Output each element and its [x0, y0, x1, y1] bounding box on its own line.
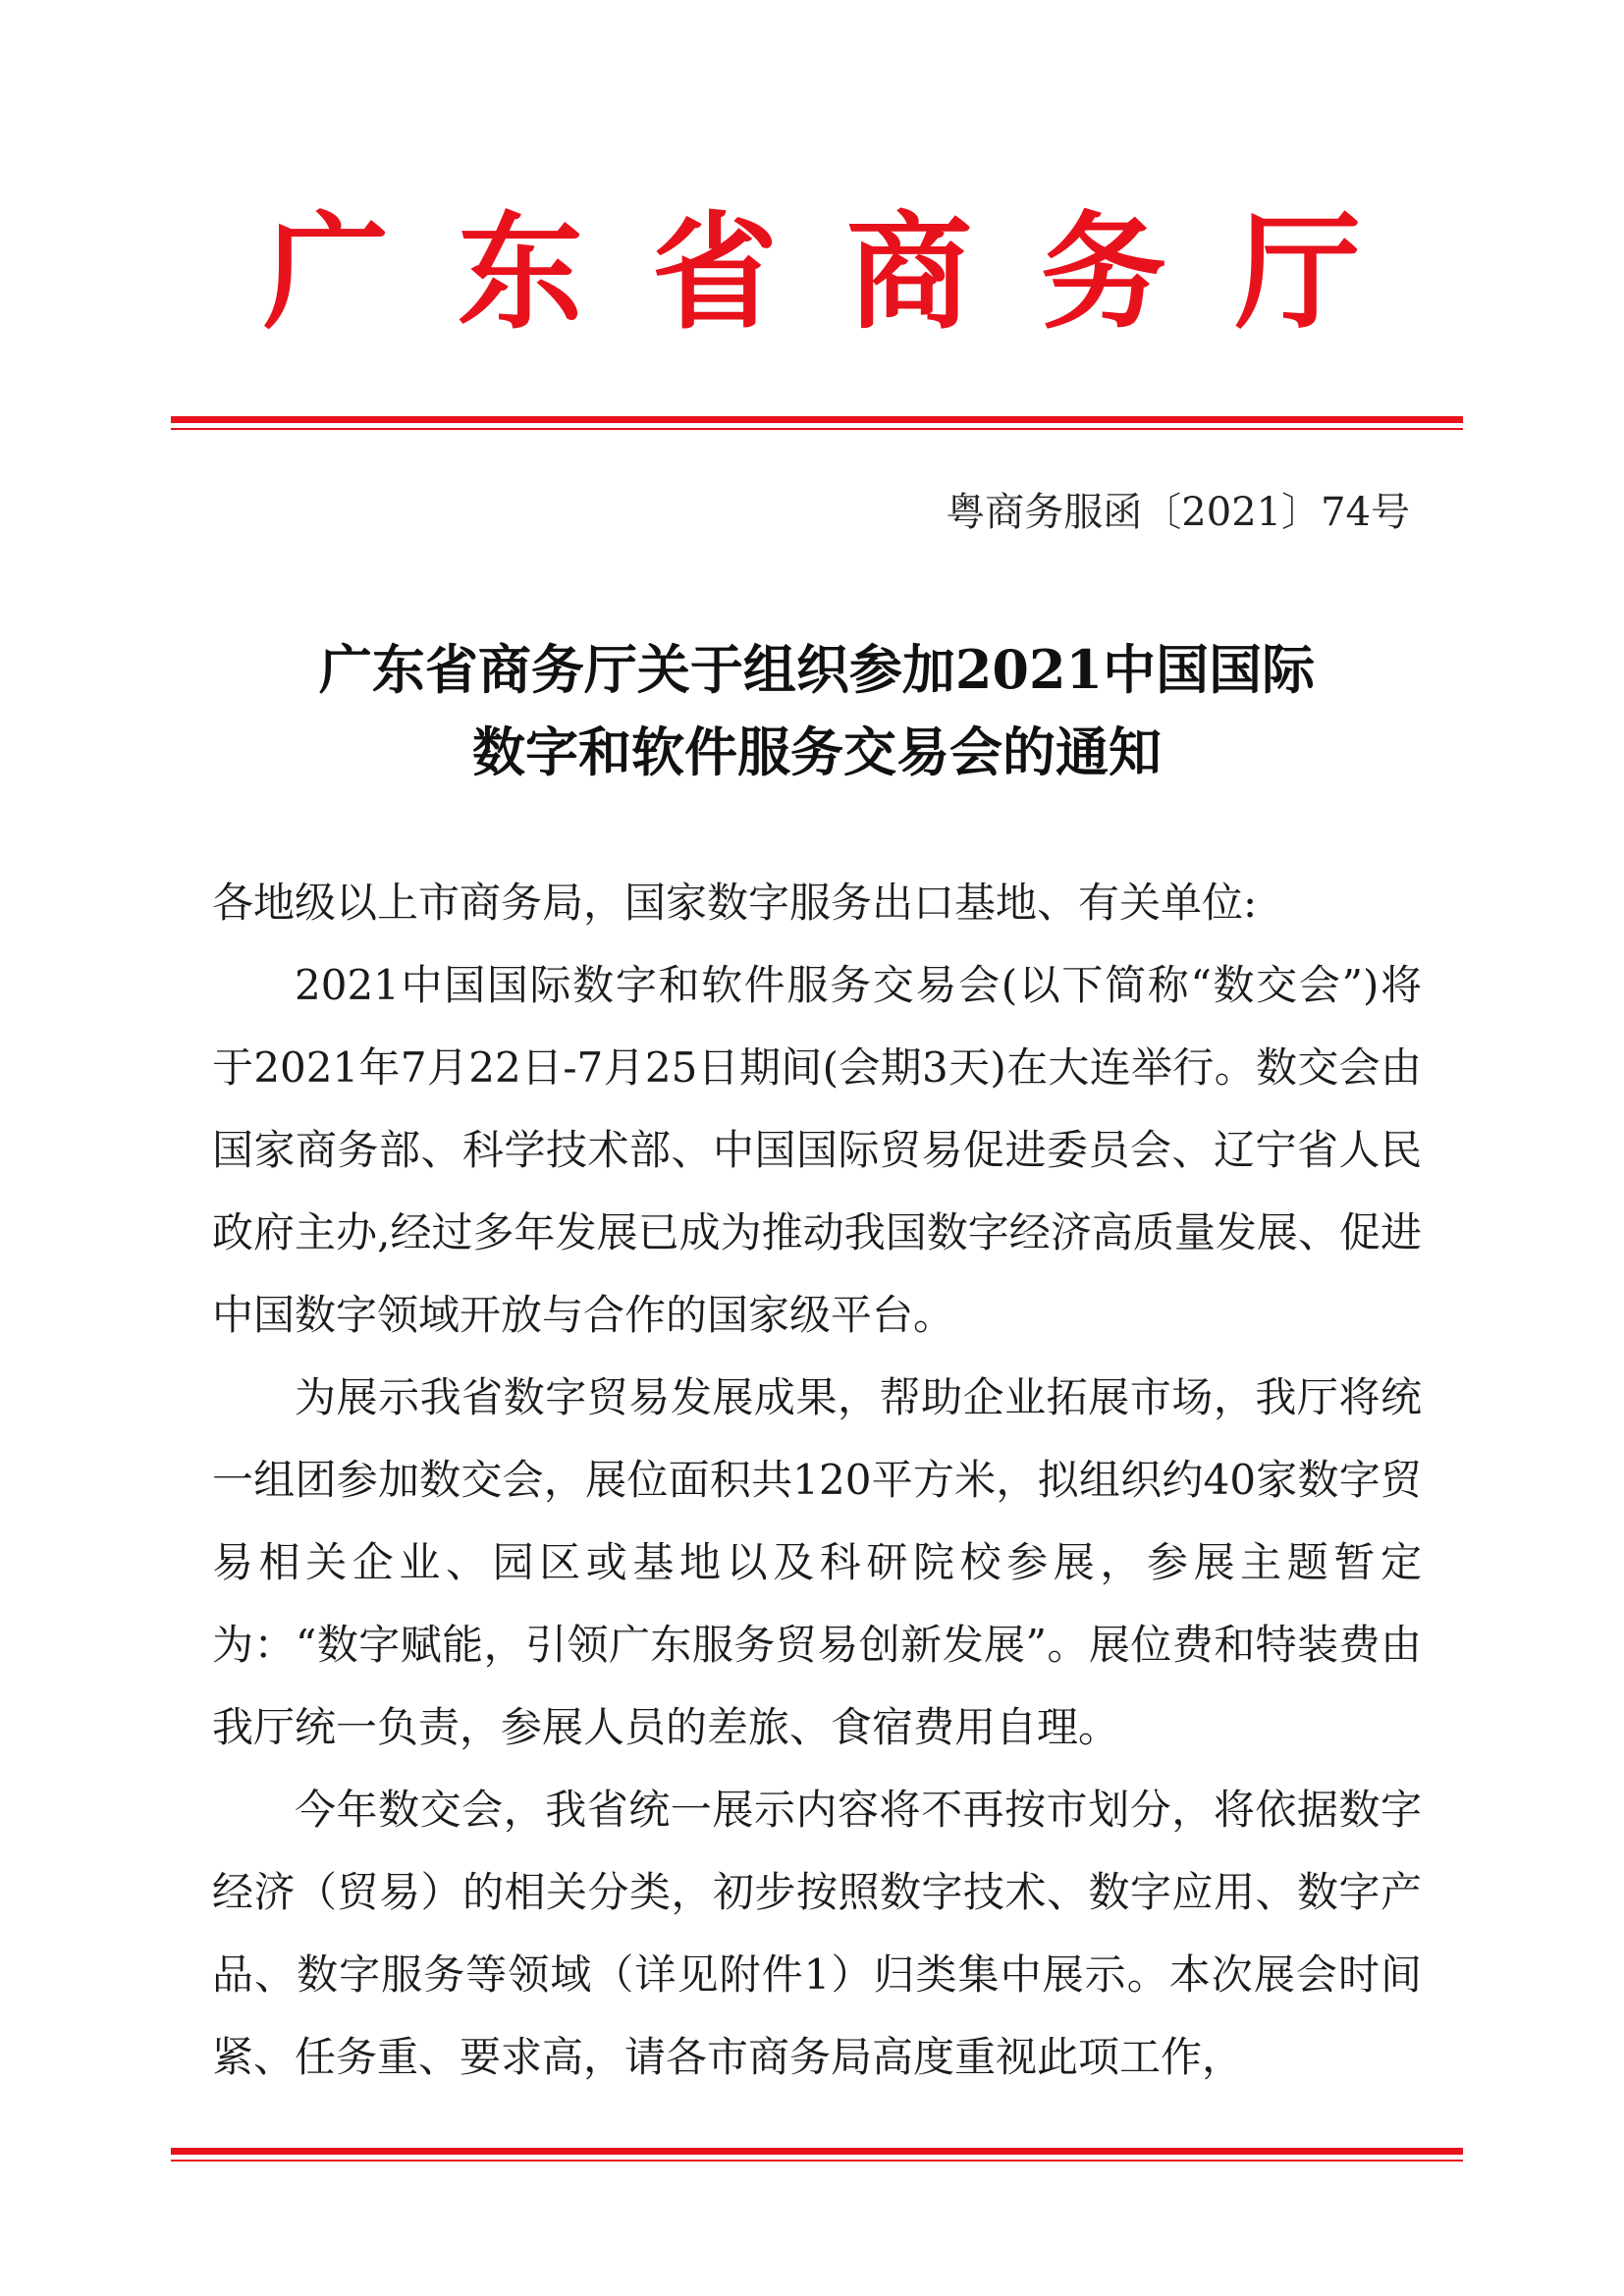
title-line-2: 数字和软件服务交易会的通知 [472, 721, 1162, 783]
document-title [171, 628, 1463, 793]
paragraph-1: 2021中国国际数字和软件服务交易会(以下简称“数交会”)将于2021年7月22日-7月25日期间(会期3天)在大连举行。数交会由国家商务部、科学技术部、中国国际贸易促进委员会、辽宁省人民政府主办,经过多年发展已成为推动我国数字经济高质量发展、促进中国数字领域开放与合作的国家级平台。 [212, 961, 1422, 1339]
paragraph-3: 今年数交会，我省统一展示内容将不再按市划分，将依据数字经济（贸易）的相关分类，初步按照数字技术、数字应用、数字产品、数字服务等领域（详见附件1）归类集中展示。本次展会时间紧、任务重、要求高，请各市商务局高度重视此项工作， [212, 1786, 1422, 2081]
header-rule-thin [171, 428, 1463, 430]
document-body [212, 862, 1422, 2099]
salutation: 各地级以上市商务局，国家数字服务出口基地、有关单位: [212, 879, 1258, 927]
header-rule-thick [171, 416, 1463, 423]
document-number: 粤商务服函〔2021〕74号 [946, 490, 1410, 535]
footer-rule-thick [171, 2148, 1463, 2155]
paragraph-2: 为展示我省数字贸易发展成果，帮助企业拓展市场，我厅将统一组团参加数交会，展位面积共120平方米，拟组织约40家数字贸易相关企业、园区或基地以及科研院校参展，参展主题暂定为：“数字赋能，引领广东服务贸易创新发展”。展位费和特装费由我厅统一负责，参展人员的差旅、食宿费用自理。 [212, 1373, 1422, 1751]
title-line-1: 广东省商务厅关于组织参加2021中国国际 [318, 638, 1316, 701]
issuer-masthead: 广东省商务厅 [262, 199, 1430, 347]
footer-rule-thin [171, 2160, 1463, 2162]
